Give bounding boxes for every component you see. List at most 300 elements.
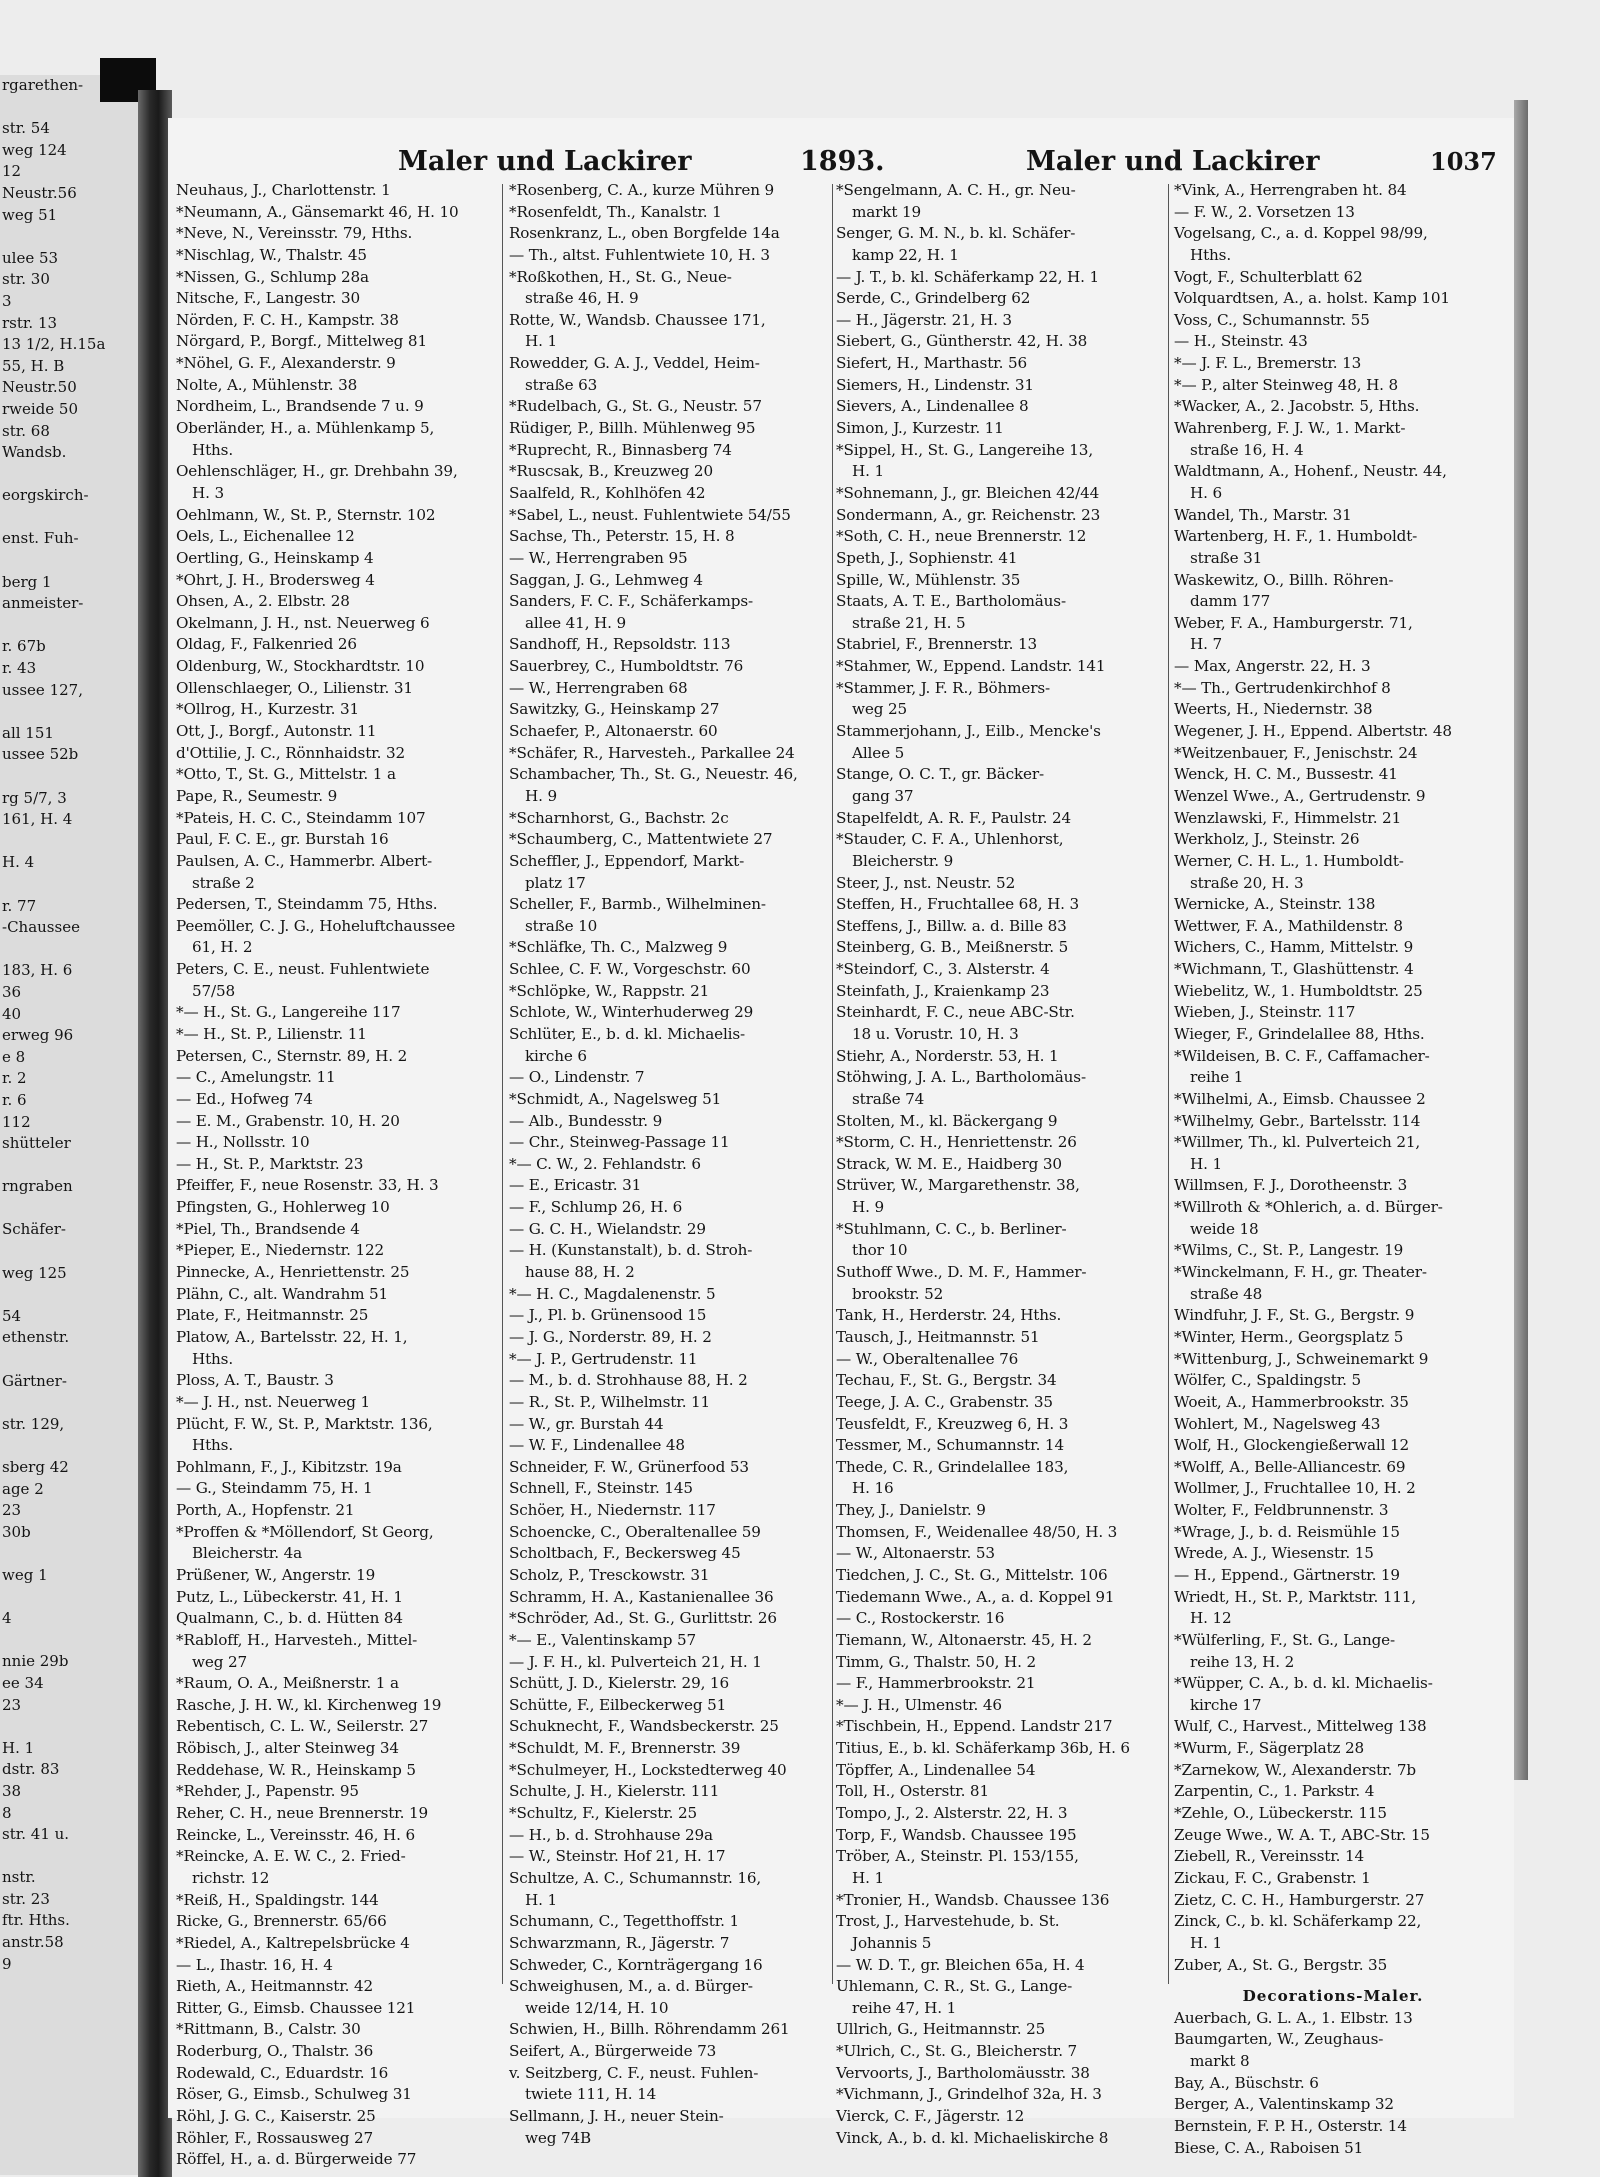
directory-entry: *Wurm, F., Sägerplatz 28 xyxy=(1174,1739,1365,1758)
directory-entry: Schlote, W., Winterhuderweg 29 xyxy=(509,1003,754,1022)
directory-entry: Seifert, A., Bürgerweide 73 xyxy=(509,2042,717,2061)
directory-entry: Rieth, A., Heitmannstr. 42 xyxy=(176,1977,374,1996)
directory-entry: Stolten, M., kl. Bäckergang 9 xyxy=(836,1111,1058,1130)
directory-entry: kamp 22, H. 1 xyxy=(852,245,959,264)
directory-entry: Schnell, F., Steinstr. 145 xyxy=(509,1479,693,1498)
directory-entry: — C., Amelungstr. 11 xyxy=(176,1068,336,1087)
directory-entry xyxy=(1174,1976,1492,1986)
directory-entry: *Tronier, H., Wandsb. Chaussee 136 xyxy=(836,1890,1110,1909)
directory-entry: — W., Altonaerstr. 53 xyxy=(836,1544,995,1563)
directory-entry: *Wittenburg, J., Schweinemarkt 9 xyxy=(1174,1349,1429,1368)
directory-entry: Schuknecht, F., Wandsbeckerstr. 25 xyxy=(509,1717,779,1736)
directory-entry: H. 6 xyxy=(1190,483,1222,502)
directory-entry: Schütte, F., Eilbeckerweg 51 xyxy=(509,1695,727,1714)
directory-entry: Schaefer, P., Altonaerstr. 60 xyxy=(509,722,718,741)
directory-entry: — Max, Angerstr. 22, H. 3 xyxy=(1174,657,1371,676)
directory-entry: *Schaumberg, C., Mattentwiete 27 xyxy=(509,830,773,849)
directory-entry: *Nischlag, W., Thalstr. 45 xyxy=(176,245,367,264)
directory-entry: weide 12/14, H. 10 xyxy=(525,1998,669,2017)
column-3 xyxy=(836,180,1154,2147)
directory-entry: Oldag, F., Falkenried 26 xyxy=(176,635,357,654)
left-page-line: 38 xyxy=(2,1781,22,1800)
directory-entry: Peters, C. E., neust. Fuhlentwiete xyxy=(176,960,430,979)
directory-entry: — W., Herrengraben 68 xyxy=(509,678,688,697)
directory-entry: H. 1 xyxy=(852,462,884,481)
directory-entry: H. 1 xyxy=(852,1868,884,1887)
directory-entry: straße 16, H. 4 xyxy=(1190,440,1304,459)
directory-entry: *Reiß, H., Spaldingstr. 144 xyxy=(176,1890,379,1909)
directory-entry: Wenzlawski, F., Himmelstr. 21 xyxy=(1174,808,1402,827)
left-page-line: 8 xyxy=(2,1803,12,1822)
directory-entry: — J., Pl. b. Grünensood 15 xyxy=(509,1306,707,1325)
directory-entry: Zarpentin, C., 1. Parkstr. 4 xyxy=(1174,1782,1375,1801)
directory-entry: *— J. F. L., Bremerstr. 13 xyxy=(1174,354,1362,373)
directory-entry: Pedersen, T., Steindamm 75, Hths. xyxy=(176,895,438,914)
left-page-line: Gärtner- xyxy=(2,1371,67,1390)
left-page-line: str. 41 u. xyxy=(2,1825,70,1844)
directory-entry: Voss, C., Schumannstr. 55 xyxy=(1174,310,1370,329)
directory-entry: Wettwer, F. A., Mathildenstr. 8 xyxy=(1174,916,1403,935)
left-page-line: str. 129, xyxy=(2,1414,65,1433)
directory-entry: Sawitzky, G., Heinskamp 27 xyxy=(509,700,720,719)
left-page-line xyxy=(0,1630,148,1652)
directory-entry: kirche 17 xyxy=(1190,1695,1262,1714)
left-page-line xyxy=(0,1155,148,1177)
left-page-line xyxy=(0,939,148,961)
directory-entry: Stammerjohann, J., Eilb., Mencke's xyxy=(836,722,1101,741)
left-page-line: r. 43 xyxy=(2,659,37,678)
directory-entry: Stabriel, F., Brennerstr. 13 xyxy=(836,635,1038,654)
directory-entry: Bay, A., Büschstr. 6 xyxy=(1174,2073,1319,2092)
directory-entry: 57/58 xyxy=(192,981,236,1000)
directory-entry: *Ulrich, C., St. G., Bleicherstr. 7 xyxy=(836,2042,1078,2061)
directory-entry: Schweighusen, M., a. d. Bürger- xyxy=(509,1977,753,1996)
directory-entry: *Vink, A., Herrengraben ht. 84 xyxy=(1174,181,1407,199)
directory-entry: *— Th., Gertrudenkirchhof 8 xyxy=(1174,678,1391,697)
directory-entry: platz 17 xyxy=(525,873,586,892)
directory-entry: Putz, L., Lübeckerstr. 41, H. 1 xyxy=(176,1587,403,1606)
directory-entry: Nitsche, F., Langestr. 30 xyxy=(176,289,360,308)
directory-entry: *Wacker, A., 2. Jacobstr. 5, Hths. xyxy=(1174,397,1420,416)
left-page-line: 112 xyxy=(2,1112,31,1131)
column-4 xyxy=(1174,180,1492,2157)
directory-entry: kirche 6 xyxy=(525,1046,587,1065)
directory-entry: Siefert, H., Marthastr. 56 xyxy=(836,354,1027,373)
directory-entry: hause 88, H. 2 xyxy=(525,1263,635,1282)
directory-entry: Decorations-Maler. xyxy=(1242,1987,1424,2006)
directory-entry: Reddehase, W. R., Heinskamp 5 xyxy=(176,1760,416,1779)
directory-entry: Wölfer, C., Spaldingstr. 5 xyxy=(1174,1371,1362,1390)
directory-entry: Werkholz, J., Steinstr. 26 xyxy=(1174,830,1360,849)
left-page-line: nnie 29b xyxy=(2,1652,69,1671)
directory-entry: Allee 5 xyxy=(852,743,905,762)
directory-entry: *Wilms, C., St. P., Langestr. 19 xyxy=(1174,1241,1404,1260)
directory-entry: reihe 13, H. 2 xyxy=(1190,1652,1295,1671)
directory-entry: Siebert, G., Güntherstr. 42, H. 38 xyxy=(836,332,1088,351)
directory-entry: — H., Eppend., Gärtnerstr. 19 xyxy=(1174,1566,1400,1584)
directory-entry: *Neumann, A., Gänsemarkt 46, H. 10 xyxy=(176,202,459,221)
directory-entry: Rowedder, G. A. J., Veddel, Heim- xyxy=(509,354,760,373)
directory-entry: Schneider, F. W., Grünerfood 53 xyxy=(509,1457,749,1476)
directory-entry: Röser, G., Eimsb., Schulweg 31 xyxy=(176,2085,412,2104)
directory-entry: *Wilhelmi, A., Eimsb. Chaussee 2 xyxy=(1174,1089,1426,1108)
directory-entry: Senger, G. M. N., b. kl. Schäfer- xyxy=(836,224,1076,243)
directory-entry: Platow, A., Bartelsstr. 22, H. 1, xyxy=(176,1327,408,1346)
directory-entry: — W., Steinstr. Hof 21, H. 17 xyxy=(509,1847,726,1866)
left-page-line xyxy=(0,1846,148,1868)
directory-entry: Wenzel Wwe., A., Gertrudenstr. 9 xyxy=(1174,786,1426,805)
directory-entry: Thomsen, F., Weidenallee 48/50, H. 3 xyxy=(836,1522,1118,1541)
directory-entry: Oehlenschläger, H., gr. Drehbahn 39, xyxy=(176,462,458,481)
directory-entry: Stapelfeldt, A. R. F., Paulstr. 24 xyxy=(836,808,1072,827)
directory-entry: *Proffen & *Möllendorf, St Georg, xyxy=(176,1522,434,1541)
directory-entry: Techau, F., St. G., Bergstr. 34 xyxy=(836,1371,1057,1390)
left-page-line: Neustr.50 xyxy=(2,378,77,397)
left-page-line: rweide 50 xyxy=(2,399,79,418)
directory-entry: Rosenkranz, L., oben Borgfelde 14a xyxy=(509,224,780,243)
directory-entry: *Sabel, L., neust. Fuhlentwiete 54/55 xyxy=(509,505,791,524)
left-page-line xyxy=(0,1543,148,1565)
directory-entry: Vogelsang, C., a. d. Koppel 98/99, xyxy=(1174,224,1428,243)
directory-entry: Saalfeld, R., Kohlhöfen 42 xyxy=(509,483,706,502)
left-page-line: Schäfer- xyxy=(2,1220,66,1239)
directory-entry: Zinck, C., b. kl. Schäferkamp 22, xyxy=(1174,1912,1422,1931)
directory-entry: *— J. P., Gertrudenstr. 11 xyxy=(509,1349,698,1368)
left-page-line xyxy=(0,1198,148,1220)
directory-entry: *Stahmer, W., Eppend. Landstr. 141 xyxy=(836,657,1106,676)
left-page-line: 9 xyxy=(2,1954,12,1973)
directory-entry: Töpffer, A., Lindenallee 54 xyxy=(836,1760,1036,1779)
directory-entry: *Willroth & *Ohlerich, a. d. Bürger- xyxy=(1174,1198,1443,1217)
directory-entry: Ott, J., Borgf., Autonstr. 11 xyxy=(176,722,377,741)
left-page-line: str. 68 xyxy=(2,421,50,440)
directory-entry: — O., Lindenstr. 7 xyxy=(509,1068,645,1087)
directory-entry: *Schröder, Ad., St. G., Gurlittstr. 26 xyxy=(509,1609,777,1628)
directory-entry: Wieger, F., Grindelallee 88, Hths. xyxy=(1174,1024,1425,1043)
directory-entry: *Wichmann, T., Glashüttenstr. 4 xyxy=(1174,960,1414,979)
directory-entry: Willmsen, F. J., Dorotheenstr. 3 xyxy=(1174,1176,1408,1195)
running-head-year: 1893. xyxy=(800,146,885,177)
directory-entry: Thede, C. R., Grindelallee 183, xyxy=(836,1457,1069,1476)
book-gutter xyxy=(138,90,172,2177)
left-page-line: 23 xyxy=(2,1501,22,1520)
directory-entry: Wolter, F., Feldbrunnenstr. 3 xyxy=(1174,1501,1389,1520)
left-page-line: -Chaussee xyxy=(2,918,80,937)
directory-entry: *— E., Valentinskamp 57 xyxy=(509,1630,697,1649)
directory-entry: — Ed., Hofweg 74 xyxy=(176,1089,313,1108)
left-page-line: 13 1/2, H.15a xyxy=(2,335,106,354)
directory-entry: Zietz, C. C. H., Hamburgerstr. 27 xyxy=(1174,1890,1425,1909)
directory-entry: Scholz, P., Tresckowstr. 31 xyxy=(509,1566,710,1584)
left-page-line: 12 xyxy=(2,162,22,181)
directory-entry: They, J., Danielstr. 9 xyxy=(836,1501,986,1520)
running-head-left: Maler und Lackirer xyxy=(398,146,692,177)
running-head-right: Maler und Lackirer xyxy=(1026,146,1320,177)
directory-entry: Siemers, H., Lindenstr. 31 xyxy=(836,375,1034,394)
directory-entry: Steinfath, J., Kraienkamp 23 xyxy=(836,981,1050,1000)
directory-entry: — W. D. T., gr. Bleichen 65a, H. 4 xyxy=(836,1955,1085,1974)
directory-entry: *Winter, Herm., Georgsplatz 5 xyxy=(1174,1327,1404,1346)
left-page-line: nstr. xyxy=(2,1868,36,1887)
directory-entry: *Schäfer, R., Harvesteh., Parkallee 24 xyxy=(509,743,795,762)
directory-entry: Oels, L., Eichenallee 12 xyxy=(176,527,355,546)
directory-entry: Hths. xyxy=(1190,245,1232,264)
left-page-line xyxy=(0,874,148,896)
directory-entry: Biese, C. A., Raboisen 51 xyxy=(1174,2138,1364,2157)
directory-entry: Tiedemann Wwe., A., a. d. Koppel 91 xyxy=(836,1587,1115,1606)
directory-entry: Serde, C., Grindelberg 62 xyxy=(836,289,1031,308)
left-page-line: r. 67b xyxy=(2,637,46,656)
left-page-line: rg 5/7, 3 xyxy=(2,788,67,807)
directory-entry: — M., b. d. Strohhause 88, H. 2 xyxy=(509,1371,748,1390)
directory-entry: *Willmer, Th., kl. Pulverteich 21, xyxy=(1174,1133,1421,1152)
left-page-line xyxy=(0,507,148,529)
directory-entry: *Wrage, J., b. d. Reismühle 15 xyxy=(1174,1522,1400,1541)
directory-entry: Wahrenberg, F. J. W., 1. Markt- xyxy=(1174,419,1406,438)
directory-entry: *Ohrt, J. H., Brodersweg 4 xyxy=(176,570,375,589)
directory-entry: Nörden, F. C. H., Kampstr. 38 xyxy=(176,310,399,329)
directory-entry: *Zehle, O., Lübeckerstr. 115 xyxy=(1174,1804,1387,1823)
directory-entry: Tompo, J., 2. Alsterstr. 22, H. 3 xyxy=(836,1804,1068,1823)
directory-entry: Speth, J., Sophienstr. 41 xyxy=(836,548,1018,567)
left-page-fragment xyxy=(0,75,148,2175)
directory-entry: H. 7 xyxy=(1190,635,1222,654)
directory-entry: — L., Ihastr. 16, H. 4 xyxy=(176,1955,333,1974)
directory-entry: Scheller, F., Barmb., Wilhelminen- xyxy=(509,895,766,914)
directory-entry: *Wülferling, F., St. G., Lange- xyxy=(1174,1630,1395,1649)
left-page-line xyxy=(0,1349,148,1371)
directory-entry: — H., b. d. Strohhause 29a xyxy=(509,1825,713,1844)
directory-entry: Waskewitz, O., Billh. Röhren- xyxy=(1174,570,1394,589)
directory-entry: weg 27 xyxy=(192,1652,247,1671)
directory-entry: Scheffler, J., Eppendorf, Markt- xyxy=(509,851,745,870)
directory-entry: *— H. C., Magdalenenstr. 5 xyxy=(509,1284,716,1303)
directory-entry: Ziebell, R., Vereinsstr. 14 xyxy=(1174,1847,1365,1866)
directory-entry: *— H., St. G., Langereihe 117 xyxy=(176,1003,401,1022)
left-page-line: Neustr.56 xyxy=(2,183,77,202)
directory-entry: Schwarzmann, R., Jägerstr. 7 xyxy=(509,1933,730,1952)
directory-entry: — R., St. P., Wilhelmstr. 11 xyxy=(509,1392,711,1411)
directory-entry: Uhlemann, C. R., St. G., Lange- xyxy=(836,1977,1073,1996)
directory-entry: *Piel, Th., Brandsende 4 xyxy=(176,1219,360,1238)
directory-entry: Wrede, A. J., Wiesenstr. 15 xyxy=(1174,1544,1374,1563)
directory-entry: Nörgard, P., Borgf., Mittelweg 81 xyxy=(176,332,427,351)
directory-entry: Tessmer, M., Schumannstr. 14 xyxy=(836,1436,1064,1455)
left-page-line xyxy=(0,831,148,853)
directory-entry: *Schulmeyer, H., Lockstedterweg 40 xyxy=(509,1760,787,1779)
directory-entry: straße 63 xyxy=(525,375,598,394)
left-page-line: weg 1 xyxy=(2,1565,48,1584)
directory-entry: H. 1 xyxy=(1190,1933,1222,1952)
directory-entry: Tiedchen, J. C., St. G., Mittelstr. 106 xyxy=(836,1566,1108,1584)
directory-entry: Sanders, F. C. F., Schäferkamps- xyxy=(509,592,753,611)
left-page-line: H. 1 xyxy=(2,1738,35,1757)
left-page-line xyxy=(0,1241,148,1263)
directory-entry: weide 18 xyxy=(1190,1219,1259,1238)
directory-entry: richstr. 12 xyxy=(192,1868,270,1887)
directory-entry: Schulte, J. H., Kielerstr. 111 xyxy=(509,1782,720,1801)
directory-entry: *Raum, O. A., Meißnerstr. 1 a xyxy=(176,1674,399,1693)
directory-entry: *Storm, C. H., Henriettenstr. 26 xyxy=(836,1133,1077,1152)
directory-entry: Tank, H., Herderstr. 24, Hths. xyxy=(836,1306,1062,1325)
directory-entry: Petersen, C., Sternstr. 89, H. 2 xyxy=(176,1046,408,1065)
directory-entry: Rebentisch, C. L. W., Seilerstr. 27 xyxy=(176,1717,429,1736)
directory-entry: damm 177 xyxy=(1190,592,1271,611)
directory-entry: Reher, C. H., neue Brennerstr. 19 xyxy=(176,1804,429,1823)
directory-entry: Plähn, C., alt. Wandrahm 51 xyxy=(176,1284,389,1303)
directory-entry: Sievers, A., Lindenallee 8 xyxy=(836,397,1029,416)
directory-entry: *Pateis, H. C. C., Steindamm 107 xyxy=(176,808,426,827)
directory-entry: — H., Nollsstr. 10 xyxy=(176,1133,310,1152)
directory-entry: Suthoff Wwe., D. M. F., Hammer- xyxy=(836,1263,1087,1282)
directory-entry: Hths. xyxy=(192,1349,234,1368)
directory-entry: Wohlert, M., Nagelsweg 43 xyxy=(1174,1414,1381,1433)
left-page-line: weg 125 xyxy=(2,1263,67,1282)
directory-entry: Steinhardt, F. C., neue ABC-Str. xyxy=(836,1003,1075,1022)
directory-entry: straße 46, H. 9 xyxy=(525,289,639,308)
directory-entry: Stange, O. C. T., gr. Bäcker- xyxy=(836,765,1044,784)
directory-entry: *Neve, N., Vereinsstr. 79, Hths. xyxy=(176,224,413,243)
left-page-line: erweg 96 xyxy=(2,1026,74,1045)
directory-entry: H. 12 xyxy=(1190,1609,1232,1628)
left-page-line: weg 51 xyxy=(2,205,58,224)
directory-entry: Tausch, J., Heitmannstr. 51 xyxy=(836,1327,1040,1346)
directory-entry: — E. M., Grabenstr. 10, H. 20 xyxy=(176,1111,400,1130)
directory-entry: Ollenschlaeger, O., Lilienstr. 31 xyxy=(176,678,413,697)
directory-entry: Wiebelitz, W., 1. Humboldtstr. 25 xyxy=(1174,981,1423,1000)
directory-entry: — F., Schlump 26, H. 6 xyxy=(509,1198,683,1217)
directory-entry: Strack, W. M. E., Haidberg 30 xyxy=(836,1154,1062,1173)
directory-entry: — F. W., 2. Vorsetzen 13 xyxy=(1174,202,1355,221)
directory-entry: Ullrich, G., Heitmannstr. 25 xyxy=(836,2020,1046,2039)
directory-entry: Pinnecke, A., Henriettenstr. 25 xyxy=(176,1263,410,1282)
directory-entry: Plücht, F. W., St. P., Marktstr. 136, xyxy=(176,1414,433,1433)
directory-entry: Berger, A., Valentinskamp 32 xyxy=(1174,2095,1394,2114)
left-page-line: 36 xyxy=(2,982,22,1001)
column-divider xyxy=(832,184,833,1984)
left-page-line: anmeister- xyxy=(2,594,84,613)
directory-entry: *— J. H., nst. Neuerweg 1 xyxy=(176,1392,370,1411)
directory-entry: Steer, J., nst. Neustr. 52 xyxy=(836,873,1016,892)
left-page-line: ulee 53 xyxy=(2,248,59,267)
left-page-line: H. 4 xyxy=(2,853,35,872)
directory-entry: Vierck, C. F., Jägerstr. 12 xyxy=(836,2107,1025,2126)
directory-entry: Volquardtsen, A., a. holst. Kamp 101 xyxy=(1174,289,1450,308)
directory-entry: *Wildeisen, B. C. F., Caffamacher- xyxy=(1174,1046,1430,1065)
directory-entry: *Ruprecht, R., Binnasberg 74 xyxy=(509,440,732,459)
directory-entry: Vogt, F., Schulterblatt 62 xyxy=(1174,267,1363,286)
directory-entry: *— H., St. P., Lilienstr. 11 xyxy=(176,1024,367,1043)
directory-entry: Röhler, F., Rossausweg 27 xyxy=(176,2128,374,2147)
directory-entry: *Nissen, G., Schlump 28a xyxy=(176,267,369,286)
directory-entry: *— C. W., 2. Fehlandstr. 6 xyxy=(509,1154,701,1173)
directory-entry: Schoencke, C., Oberaltenallee 59 xyxy=(509,1522,761,1541)
directory-entry: *Sohnemann, J., gr. Bleichen 42/44 xyxy=(836,483,1100,502)
left-page-line: rgarethen- xyxy=(2,76,84,94)
directory-entry: *Stuhlmann, C. C., b. Berliner- xyxy=(836,1219,1067,1238)
directory-entry: Staats, A. T. E., Bartholomäus- xyxy=(836,592,1066,611)
directory-entry: — E., Ericastr. 31 xyxy=(509,1176,642,1195)
directory-entry: *Rosenberg, C. A., kurze Mühren 9 xyxy=(509,181,775,199)
directory-entry: Spille, W., Mühlenstr. 35 xyxy=(836,570,1021,589)
directory-entry: Oberländer, H., a. Mühlenkamp 5, xyxy=(176,419,435,438)
directory-entry: Zuber, A., St. G., Bergstr. 35 xyxy=(1174,1955,1388,1974)
directory-entry: Schwien, H., Billh. Röhrendamm 261 xyxy=(509,2020,790,2039)
directory-entry: brookstr. 52 xyxy=(852,1284,944,1303)
directory-entry: Pohlmann, F., J., Kibitzstr. 19a xyxy=(176,1457,402,1476)
left-page-line: 4 xyxy=(2,1609,12,1628)
left-page-line: berg 1 xyxy=(2,572,52,591)
directory-entry: Titius, E., b. kl. Schäferkamp 36b, H. 6 xyxy=(836,1739,1130,1758)
directory-entry: Schütt, J. D., Kielerstr. 29, 16 xyxy=(509,1674,729,1693)
left-page-line: sberg 42 xyxy=(2,1458,69,1476)
directory-entry: Schlee, C. F. W., Vorgeschstr. 60 xyxy=(509,960,751,979)
directory-entry: Hths. xyxy=(192,1436,234,1455)
left-page-line: enst. Fuh- xyxy=(2,529,79,548)
directory-entry: *Reincke, A. E. W. C., 2. Fried- xyxy=(176,1847,406,1866)
left-page-line: str. 30 xyxy=(2,270,50,289)
directory-entry: H. 1 xyxy=(525,1890,557,1909)
directory-entry: H. 9 xyxy=(852,1198,884,1217)
left-page-line: age 2 xyxy=(2,1479,44,1498)
directory-entry: Prüßener, W., Angerstr. 19 xyxy=(176,1566,376,1584)
directory-entry: Sauerbrey, C., Humboldtstr. 76 xyxy=(509,657,744,676)
directory-entry: Schöer, H., Niedernstr. 117 xyxy=(509,1501,716,1520)
directory-page xyxy=(168,118,1514,2169)
directory-entry: allee 41, H. 9 xyxy=(525,613,627,632)
directory-entry: Plate, F., Heitmannstr. 25 xyxy=(176,1306,369,1325)
directory-entry: Waldtmann, A., Hohenf., Neustr. 44, xyxy=(1174,462,1447,481)
directory-entry: Stiehr, A., Norderstr. 53, H. 1 xyxy=(836,1046,1059,1065)
directory-entry: 18 u. Vorustr. 10, H. 3 xyxy=(852,1024,1019,1043)
directory-entry: Nolte, A., Mühlenstr. 38 xyxy=(176,375,358,394)
directory-entry: — J. F. H., kl. Pulverteich 21, H. 1 xyxy=(509,1652,762,1671)
directory-entry: Wieben, J., Steinstr. 117 xyxy=(1174,1003,1356,1022)
directory-entry: Vinck, A., b. d. kl. Michaeliskirche 8 xyxy=(836,2128,1109,2147)
directory-entry: — Chr., Steinweg-Passage 11 xyxy=(509,1133,730,1152)
directory-entry: H. 1 xyxy=(1190,1154,1222,1173)
directory-entry: *Rabloff, H., Harvesteh., Mittel- xyxy=(176,1630,418,1649)
directory-entry: *Rosenfeldt, Th., Kanalstr. 1 xyxy=(509,202,722,221)
left-page-line: Wandsb. xyxy=(2,443,67,462)
column-2 xyxy=(509,180,827,2147)
directory-entry: Qualmann, C., b. d. Hütten 84 xyxy=(176,1609,403,1628)
directory-entry: Bleicherstr. 4a xyxy=(192,1544,303,1563)
left-page-line: r. 6 xyxy=(2,1090,27,1109)
directory-entry: Pfeiffer, F., neue Rosenstr. 33, H. 3 xyxy=(176,1176,439,1195)
directory-entry: straße 10 xyxy=(525,916,598,935)
directory-entry: thor 10 xyxy=(852,1241,908,1260)
directory-entry: Pape, R., Seumestr. 9 xyxy=(176,786,338,805)
directory-entry: Vervoorts, J., Bartholomäusstr. 38 xyxy=(836,2063,1090,2082)
directory-entry: Hths. xyxy=(192,440,234,459)
directory-entry: Zeuge Wwe., W. A. T., ABC-Str. 15 xyxy=(1174,1825,1430,1844)
left-page-line xyxy=(0,766,148,788)
directory-entry: Schlüter, E., b. d. kl. Michaelis- xyxy=(509,1024,745,1043)
directory-entry: Steinberg, G. B., Meißnerstr. 5 xyxy=(836,938,1069,957)
directory-entry: Scholtbach, F., Beckersweg 45 xyxy=(509,1544,741,1563)
left-page-line: rngraben xyxy=(2,1177,73,1196)
directory-entry: Johannis 5 xyxy=(852,1933,932,1952)
directory-entry: Röhl, J. G. C., Kaiserstr. 25 xyxy=(176,2107,376,2126)
directory-entry: H. 3 xyxy=(192,483,224,502)
directory-entry: *Tischbein, H., Eppend. Landstr 217 xyxy=(836,1717,1113,1736)
directory-entry: *Winckelmann, F. H., gr. Theater- xyxy=(1174,1263,1427,1282)
directory-entry: Ricke, G., Brennerstr. 65/66 xyxy=(176,1912,387,1931)
directory-entry: Bleicherstr. 9 xyxy=(852,851,954,870)
directory-entry: Wenck, H. C. M., Bussestr. 41 xyxy=(1174,765,1398,784)
directory-entry: Paul, F. C. E., gr. Burstah 16 xyxy=(176,830,389,849)
